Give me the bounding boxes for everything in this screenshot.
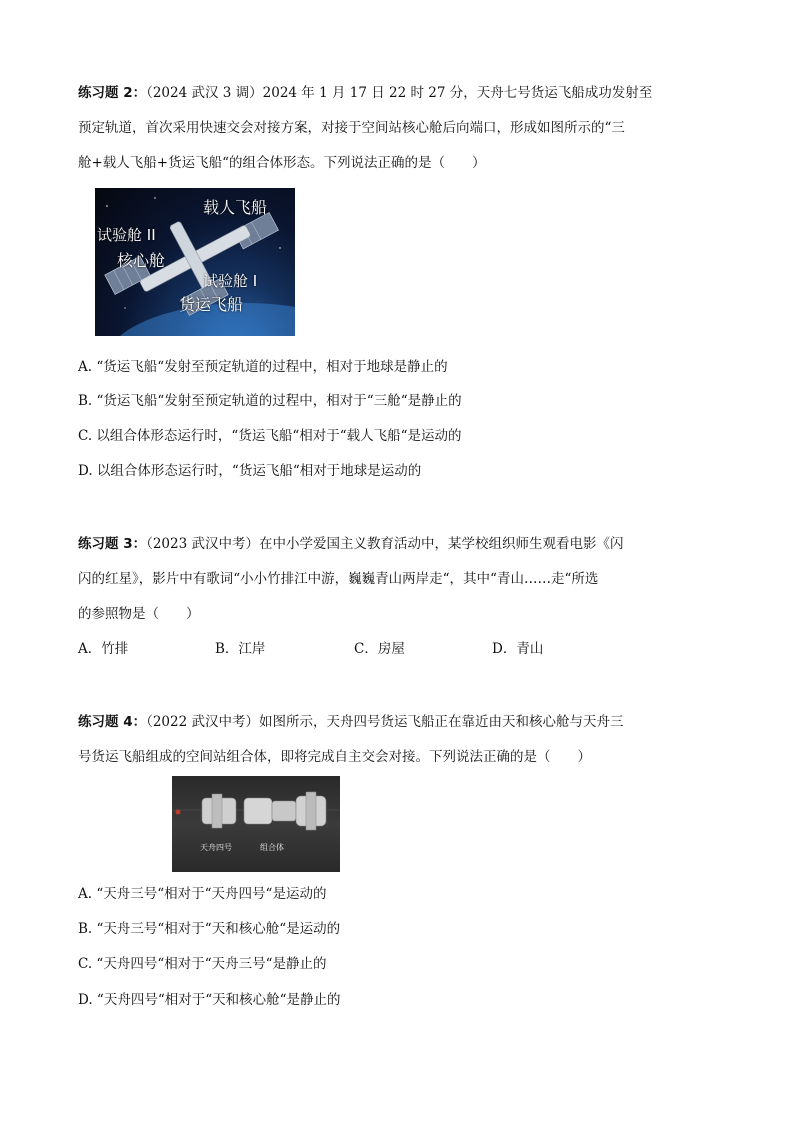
label-crewed-spacecraft: 载人飞船 <box>203 198 268 217</box>
q4-option-b: B. “天舟三号“相对于“天和核心舱“是运动的 <box>78 921 341 937</box>
question-2-line-2: 预定轨道，首次采用快速交会对接方案，对接于空间站核心舱后向端口，形成如图所示的“三 <box>78 120 625 136</box>
q4-option-a: A. “天舟三号“相对于“天舟四号“是运动的 <box>78 886 327 902</box>
question-3-label: 练习题 3： <box>78 536 147 552</box>
question-3-line-3: 的参照物是（ ） <box>78 606 200 622</box>
q4-option-c: C. “天舟四号“相对于“天舟三号“是静止的 <box>78 956 327 972</box>
label-tianzhou-4: 天舟四号 <box>200 843 232 852</box>
label-core-module: 核心舱 <box>117 251 166 270</box>
q2-option-c: C. 以组合体形态运行时，“货运飞船“相对于“载人飞船“是运动的 <box>78 428 462 444</box>
question-2-line-3: 舱+载人飞船+货运飞船“的组合体形态。下列说法正确的是（ ） <box>78 155 486 171</box>
question-4-label: 练习题 4： <box>78 714 147 730</box>
q3-option-d: D．青山 <box>492 641 544 657</box>
question-2 <box>78 76 720 181</box>
question-2-line-1: 练习题 2：（2024 武汉 3 调）2024 年 1 月 17 日 22 时 27 分，天舟七号货运飞船成功发射至 <box>78 85 653 101</box>
question-4 <box>78 705 720 775</box>
docking-illustration <box>172 776 340 872</box>
q2-option-d: D. 以组合体形态运行时，“货运飞船“相对于地球是运动的 <box>78 463 422 479</box>
tianzhou-docking-figure <box>172 776 340 872</box>
question-3-line-1: 练习题 3：（2023 武汉中考）在中小学爱国主义教育活动中，某学校组织师生观看电影《闪 <box>78 536 624 552</box>
label-lab-module-1: 试验舱 I <box>203 272 258 290</box>
q3-option-a: A．竹排 <box>78 641 129 657</box>
q2-option-b: B. “货运飞船“发射至预定轨道的过程中，相对于“三舱“是静止的 <box>78 393 462 409</box>
question-2-label: 练习题 2： <box>78 85 147 101</box>
q3-option-b: B．江岸 <box>215 641 266 657</box>
label-combined-complex: 组合体 <box>260 843 284 852</box>
q3-options <box>78 639 543 659</box>
question-4-line-2: 号货运飞船组成的空间站组合体，即将完成自主交会对接。下列说法正确的是（ ） <box>78 749 591 765</box>
question-3-line-2: 闪的红星》，影片中有歌词“小小竹排江中游，巍巍青山两岸走“，其中“青山……走“所选 <box>78 571 599 587</box>
label-cargo-spacecraft: 货运飞船 <box>179 295 244 314</box>
q2-option-a: A. “货运飞船“发射至预定轨道的过程中，相对于地球是静止的 <box>78 359 448 375</box>
q3-option-c: C．房屋 <box>354 641 405 657</box>
question-4-line-1: 练习题 4：（2022 武汉中考）如图所示，天舟四号货运飞船正在靠近由天和核心舱与天舟三 <box>78 714 624 730</box>
space-station-figure <box>95 188 295 336</box>
question-3 <box>78 527 720 632</box>
label-lab-module-2: 试验舱 II <box>97 226 156 244</box>
q4-option-d: D. “天舟四号“相对于“天和核心舱“是静止的 <box>78 992 341 1008</box>
